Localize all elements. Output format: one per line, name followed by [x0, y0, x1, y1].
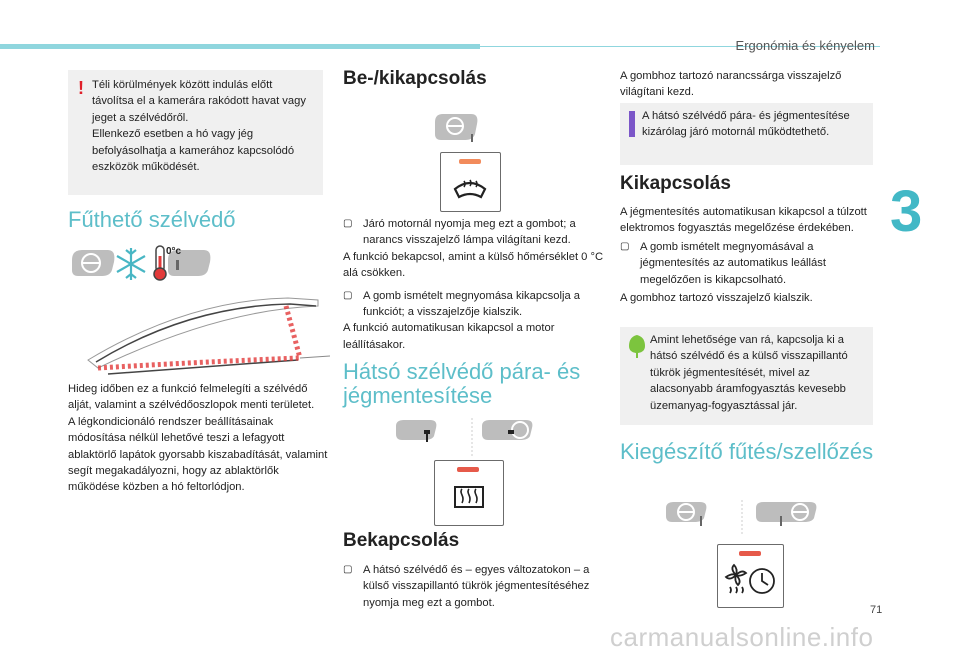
temp-label: 0°c [166, 246, 182, 257]
indicator-lamp [457, 467, 479, 472]
heated-windshield-description: Hideg időben ez a funkció felmelegíti a szélvédő alját, valamint a szélvédőoszlopok menti területet. A légkondicionáló rendszer beállításainak módosítása nélkül lehetővé teszi a lefagyott ablaktörlő lapátok gyorsabb kiszabadítását, valamint segít megakadályozni, hogy az ablaktörlők működése közben a hó feltorlódjon. [68, 383, 328, 494]
rear-defrost-button[interactable] [434, 460, 504, 526]
list-item [343, 562, 605, 611]
paragraph: A funkció automatikusan kikapcsol a motor leállításakor. [343, 322, 555, 351]
indicator-lamp [739, 551, 761, 556]
auxiliary-heating-button[interactable] [717, 544, 784, 608]
section-title-rear-defrost: Hátsó szélvédő pára- és jégmentesítése [343, 359, 581, 408]
bullet-icon: ▢ [620, 240, 630, 252]
title-off: Kikapcsolás [620, 173, 731, 194]
steering-wheel-icon [433, 112, 483, 144]
steering-wheel-icon [72, 250, 114, 276]
indicator-text: A gombhoz tartozó narancssárga visszajelző világítani kezd. [620, 70, 842, 99]
bullet-icon: ▢ [343, 218, 353, 229]
heated-windshield-illustration [68, 240, 330, 375]
on-instructions [343, 562, 605, 611]
eco-box [620, 327, 873, 425]
bullet-icon: ▢ [343, 564, 353, 575]
warning-box [68, 70, 323, 195]
title-on-off: Be-/kikapcsolás [343, 68, 487, 89]
warning-icon: ! [78, 78, 84, 98]
page-number: 71 [870, 604, 883, 616]
bullet-text: Járó motornál nyomja meg ezt a gombot; a narancs visszajelző lámpa világítani kezd. [363, 218, 576, 247]
section-title-auxiliary-heating: Kiegészítő fűtés/szellőzés [620, 439, 874, 464]
snowflake-icon [117, 248, 145, 280]
eco-leaf-icon [626, 333, 648, 359]
indicator-lamp [459, 159, 481, 164]
section-title-heated-windshield: Fűthető szélvédő [68, 207, 236, 232]
rear-defrost-icon [453, 483, 485, 513]
off-instructions [620, 204, 875, 306]
watermark: carmanualsonline.info [610, 622, 874, 652]
warning-text: Téli körülmények között indulás előtt távolítsa el a kamerára rakódott havat vagy jeget a szélvédőről. Ellenkező esetben a hó vagy jég befolyásolhatja a kamerához kapcsolódó eszközök működését. [92, 79, 306, 174]
paragraph: A gombhoz tartozó visszajelző kialszik. [620, 292, 813, 305]
list-item [343, 288, 605, 321]
list-item [343, 216, 605, 249]
bullet-text: A gomb ismételt megnyomásával a jégmentesítés az automatikus leállást megelőzően is kikapcsolható. [640, 240, 826, 286]
bullet-icon: ▢ [343, 289, 353, 301]
mirror-steering-illustration [390, 418, 550, 458]
info-text: A hátsó szélvédő pára- és jégmentesítése kizárólag járó motornál működtethető. [642, 110, 850, 139]
bullet-text: A gomb ismételt megnyomása kikapcsolja a funkciót; a visszajelzője kialszik. [363, 289, 581, 319]
info-icon [629, 111, 635, 137]
chapter-title: Ergonómia és kényelem [735, 38, 875, 53]
paragraph: A funkció bekapcsol, amint a külső hőmérséklet 0 °C alá csökken. [343, 250, 604, 280]
thermometer-icon [154, 246, 166, 280]
front-defrost-button[interactable] [440, 152, 501, 212]
info-box [620, 103, 873, 165]
title-on: Bekapcsolás [343, 530, 460, 551]
bullet-text: A hátsó szélvédő és – egyes változatokon – a külső visszapillantó tükrök jégmentesítéséhez nyomja meg ezt a gombot. [363, 564, 590, 609]
mirror-steering-illustration [660, 500, 830, 536]
list-item [620, 239, 875, 288]
windshield-heating-icon [453, 173, 487, 203]
eco-text: Amint lehetősége van rá, kapcsolja ki a hátsó szélvédő és a külső visszapillantó tükrök jégmentesítését, mivel az alacsonyabb áramfogyasztás kevesebb üzemanyag-fogyasztással jár. [650, 334, 848, 412]
chapter-number: 3 [890, 179, 923, 244]
onoff-instructions [343, 216, 605, 353]
fan-timer-icon [724, 561, 778, 601]
header-bar [0, 44, 480, 49]
paragraph: A jégmentesítés automatikusan kikapcsol a túlzott elektromos fogyasztás megelőzése érdekében. [620, 206, 867, 235]
